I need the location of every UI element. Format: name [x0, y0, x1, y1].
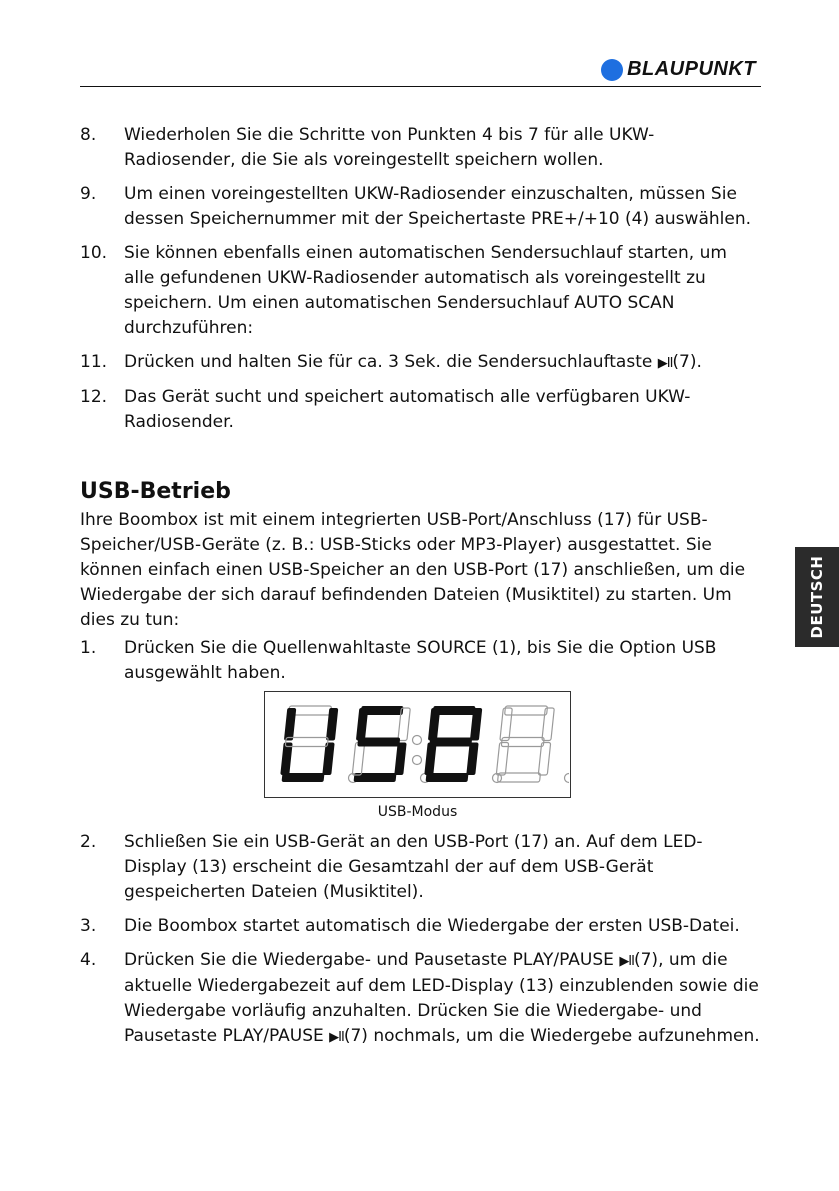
item-text: Schließen Sie ein USB-Gerät an den USB-Port (17) an. Auf dem LED-Display (13) erscheint die Gesamtzahl der auf dem USB-Gerät gespeicherten Dateien (Musiktitel). — [124, 832, 703, 902]
language-tab — [795, 547, 839, 647]
item-number: 2. — [80, 832, 97, 852]
item-text: Um einen voreingestellten UKW-Radiosender einzuschalten, müssen Sie dessen Speichernummer mit der Speichertaste PRE+/+10 (4) auswählen. — [124, 184, 751, 229]
segment-g — [357, 738, 400, 747]
steps-list-c — [80, 830, 760, 1059]
segment-f — [500, 708, 512, 741]
segment-a — [505, 706, 548, 715]
segment-c — [538, 743, 550, 776]
segment-f — [284, 708, 296, 741]
steps-list-b — [80, 636, 760, 695]
segment-c — [322, 743, 334, 776]
segment-e — [352, 743, 364, 776]
header-divider — [80, 86, 761, 87]
item-text-middle: (7), um die aktuelle Wiedergabezeit auf dem LED-Display (13) einzublenden sowie die Wiedergabe vorläufig anzuhalten. Drücken Sie die Wiedergabe- und Pausetaste PLAY/PAUSE — [124, 950, 759, 1046]
segment-c — [466, 743, 478, 776]
item-number: 10. — [80, 243, 108, 263]
item-number: 4. — [80, 950, 97, 970]
segment-g — [501, 738, 544, 747]
item-text: Drücken Sie die Quellenwahltaste SOURCE (1), bis Sie die Option USB ausgewählt haben. — [124, 638, 717, 683]
play-pause-icon: ▶II — [657, 356, 673, 371]
colon-dot — [413, 756, 422, 765]
item-number: 3. — [80, 916, 97, 936]
brand-logo — [601, 58, 756, 81]
item-text: Wiederholen Sie die Schritte von Punkten 4 bis 7 für alle UKW-Radiosender, die Sie als voreingestellt speichern wollen. — [124, 125, 655, 170]
segment-b — [542, 708, 554, 741]
segment-f — [356, 708, 368, 741]
brand-name: BLAUPUNKT — [627, 58, 756, 80]
list-item — [80, 914, 760, 939]
list-item — [80, 182, 760, 232]
segment-f — [428, 708, 440, 741]
item-number: 12. — [80, 387, 108, 407]
segment-e — [496, 743, 508, 776]
segment-e — [280, 743, 292, 776]
list-item — [80, 350, 760, 376]
list-item — [80, 385, 760, 435]
language-tab-label: DEUTSCH — [808, 555, 826, 639]
item-number: 11. — [80, 352, 108, 372]
item-text-tail: (7). — [672, 352, 702, 372]
list-item — [80, 830, 760, 905]
segment-c — [394, 743, 406, 776]
led-display-usb-icon — [264, 691, 571, 798]
item-text: Sie können ebenfalls einen automatischen Sendersuchlauf starten, um alle gefundenen UKW-Radiosender automatisch als voreingestellt zu speichern. Um einen automatischen Sendersuchlauf AUTO SCAN durchzuführen: — [124, 243, 727, 338]
led-display-graphic — [265, 692, 569, 796]
segment-g — [429, 738, 472, 747]
list-item — [80, 241, 760, 341]
decimal-point — [565, 774, 570, 783]
item-text-tail: (7) nochmals, um die Wiedergebe aufzunehmen. — [343, 1026, 760, 1046]
segment-b — [326, 708, 338, 741]
item-number: 9. — [80, 184, 97, 204]
play-pause-icon: ▶II — [619, 954, 634, 969]
item-text: Das Gerät sucht und speichert automatisch alle verfügbaren UKW-Radiosender. — [124, 387, 691, 432]
figure-caption: USB-Modus — [377, 804, 458, 820]
item-text: Drücken Sie die Wiedergabe- und Pausetaste PLAY/PAUSE — [124, 950, 620, 970]
item-text: Die Boombox startet automatisch die Wiedergabe der ersten USB-Datei. — [124, 916, 740, 936]
list-item — [80, 948, 760, 1050]
item-text: Drücken und halten Sie für ca. 3 Sek. die Sendersuchlauftaste — [124, 352, 658, 372]
segment-e — [424, 743, 436, 776]
list-item — [80, 636, 760, 686]
section-heading: USB-Betrieb — [80, 479, 231, 504]
colon-dot — [413, 736, 422, 745]
section-intro: Ihre Boombox ist mit einem integrierten USB-Port/Anschluss (17) für USB-Speicher/USB-Geräte (z. B.: USB-Sticks oder MP3-Player) ausgestattet. Sie können einfach einen USB-Speicher an den USB-Port (17) anschließen, um die Wiedergabe der sich darauf befindenden Dateien (Musiktitel) zu starten. Um dies zu tun: — [80, 510, 746, 630]
list-item — [80, 123, 760, 173]
item-number: 8. — [80, 125, 97, 145]
brand-dot-icon — [601, 59, 623, 81]
steps-list-a — [80, 123, 760, 444]
play-pause-icon: ▶II — [329, 1030, 344, 1045]
item-number: 1. — [80, 638, 97, 658]
